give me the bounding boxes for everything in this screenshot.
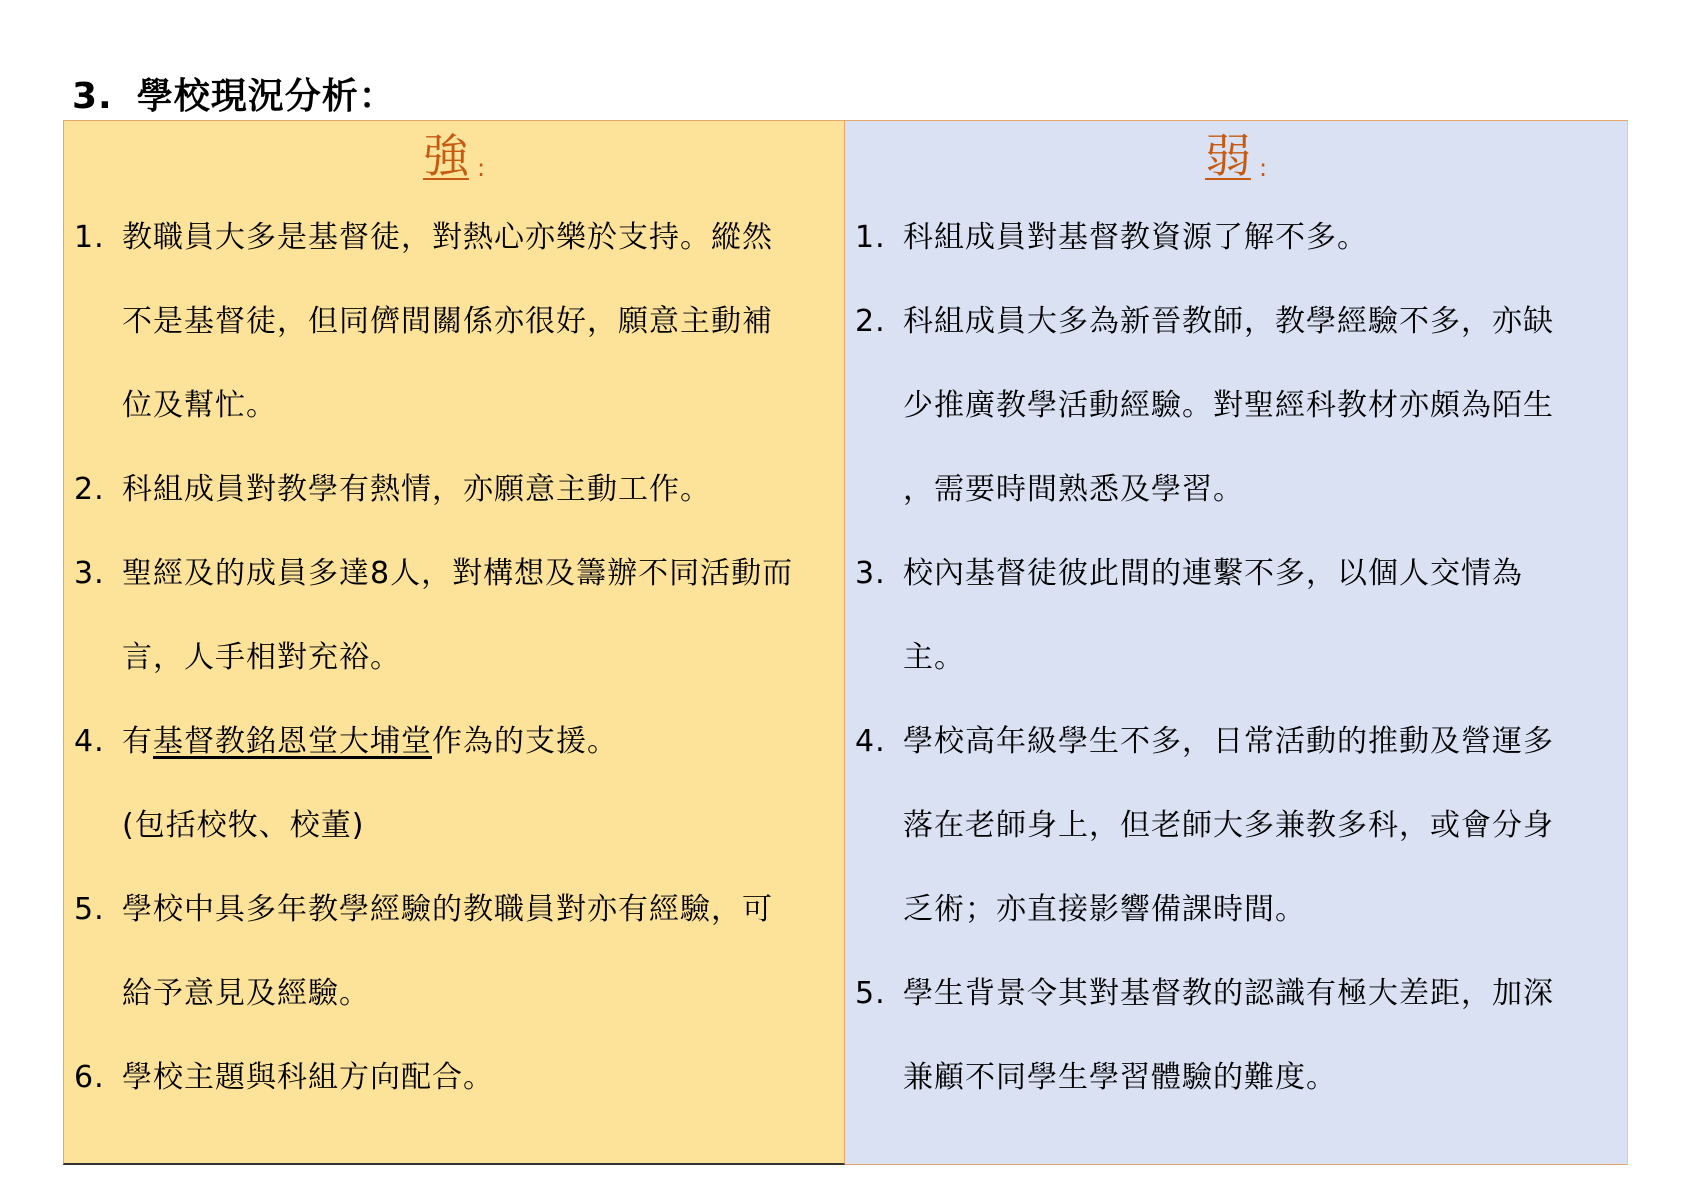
item-number: 2. xyxy=(74,472,105,507)
item-text-pre: 有 xyxy=(122,724,153,759)
section-title xyxy=(72,68,396,119)
item-number: 5. xyxy=(74,892,105,927)
item-text-line: 主。 xyxy=(903,640,965,675)
strengths-heading-colon: : xyxy=(476,153,486,182)
item-text-line: 落在老師身上，但老師大多兼教多科，或會分身 xyxy=(903,808,1554,843)
item-number: 5. xyxy=(855,976,886,1011)
item-number: 4. xyxy=(855,724,886,759)
item-text-line: 聖經及的成員多達8人，對構想及籌辦不同活動而 xyxy=(122,556,794,591)
item-text-line: 校內基督徒彼此間的連繫不多，以個人交情為 xyxy=(903,556,1523,591)
church-link[interactable]: 基督教銘恩堂大埔堂 xyxy=(153,724,432,759)
item-number: 6. xyxy=(74,1060,105,1095)
strengths-panel xyxy=(63,120,845,1165)
item-text-line: 兼顧不同學生學習體驗的難度。 xyxy=(903,1060,1337,1095)
section-title-text: 學校現況分析： xyxy=(136,76,396,117)
item-text-line: 科組成員對基督教資源了解不多。 xyxy=(903,220,1368,255)
item-text-line: 學校中具多年教學經驗的教職員對亦有經驗，可 xyxy=(122,892,773,927)
item-number: 3. xyxy=(74,556,105,591)
item-text-line: 科組成員對教學有熱情，亦願意主動工作。 xyxy=(122,472,711,507)
weaknesses-heading-colon: : xyxy=(1258,153,1268,182)
item-text-post: 作為的支援。 xyxy=(432,724,618,759)
item-text-line: 科組成員大多為新晉教師，教學經驗不多，亦缺 xyxy=(903,304,1554,339)
item-text-line: 位及幫忙。 xyxy=(122,388,277,423)
weaknesses-panel xyxy=(845,120,1628,1165)
item-number: 2. xyxy=(855,304,886,339)
item-text-line: 學校高年級學生不多，日常活動的推動及營運多 xyxy=(903,724,1554,759)
weaknesses-heading-word: 弱 xyxy=(1204,129,1251,183)
strengths-heading xyxy=(64,121,844,191)
item-number: 3. xyxy=(855,556,886,591)
item-text-line: (包括校牧、校董) xyxy=(122,808,365,843)
weaknesses-heading xyxy=(845,121,1627,191)
item-text-line: 言，人手相對充裕。 xyxy=(122,640,401,675)
item-number: 4. xyxy=(74,724,105,759)
item-text-line: 學校主題與科組方向配合。 xyxy=(122,1060,494,1095)
item-text-line: 學生背景令其對基督教的認識有極大差距，加深 xyxy=(903,976,1554,1011)
strengths-heading-word: 強 xyxy=(422,129,469,183)
item-text-line xyxy=(122,700,618,784)
item-text-line: 給予意見及經驗。 xyxy=(122,976,370,1011)
item-text-line: ，需要時間熟悉及學習。 xyxy=(903,472,1244,507)
item-text-line: 不是基督徒，但同儕間關係亦很好，願意主動補 xyxy=(122,304,773,339)
section-number: 3. xyxy=(72,76,113,117)
item-text-line: 少推廣教學活動經驗。對聖經科教材亦頗為陌生 xyxy=(903,388,1554,423)
item-text-line: 教職員大多是基督徒，對熱心亦樂於支持。縱然 xyxy=(122,220,773,255)
item-text-line: 乏術；亦直接影響備課時間。 xyxy=(903,892,1306,927)
item-number: 1. xyxy=(855,220,886,255)
item-number: 1. xyxy=(74,220,105,255)
